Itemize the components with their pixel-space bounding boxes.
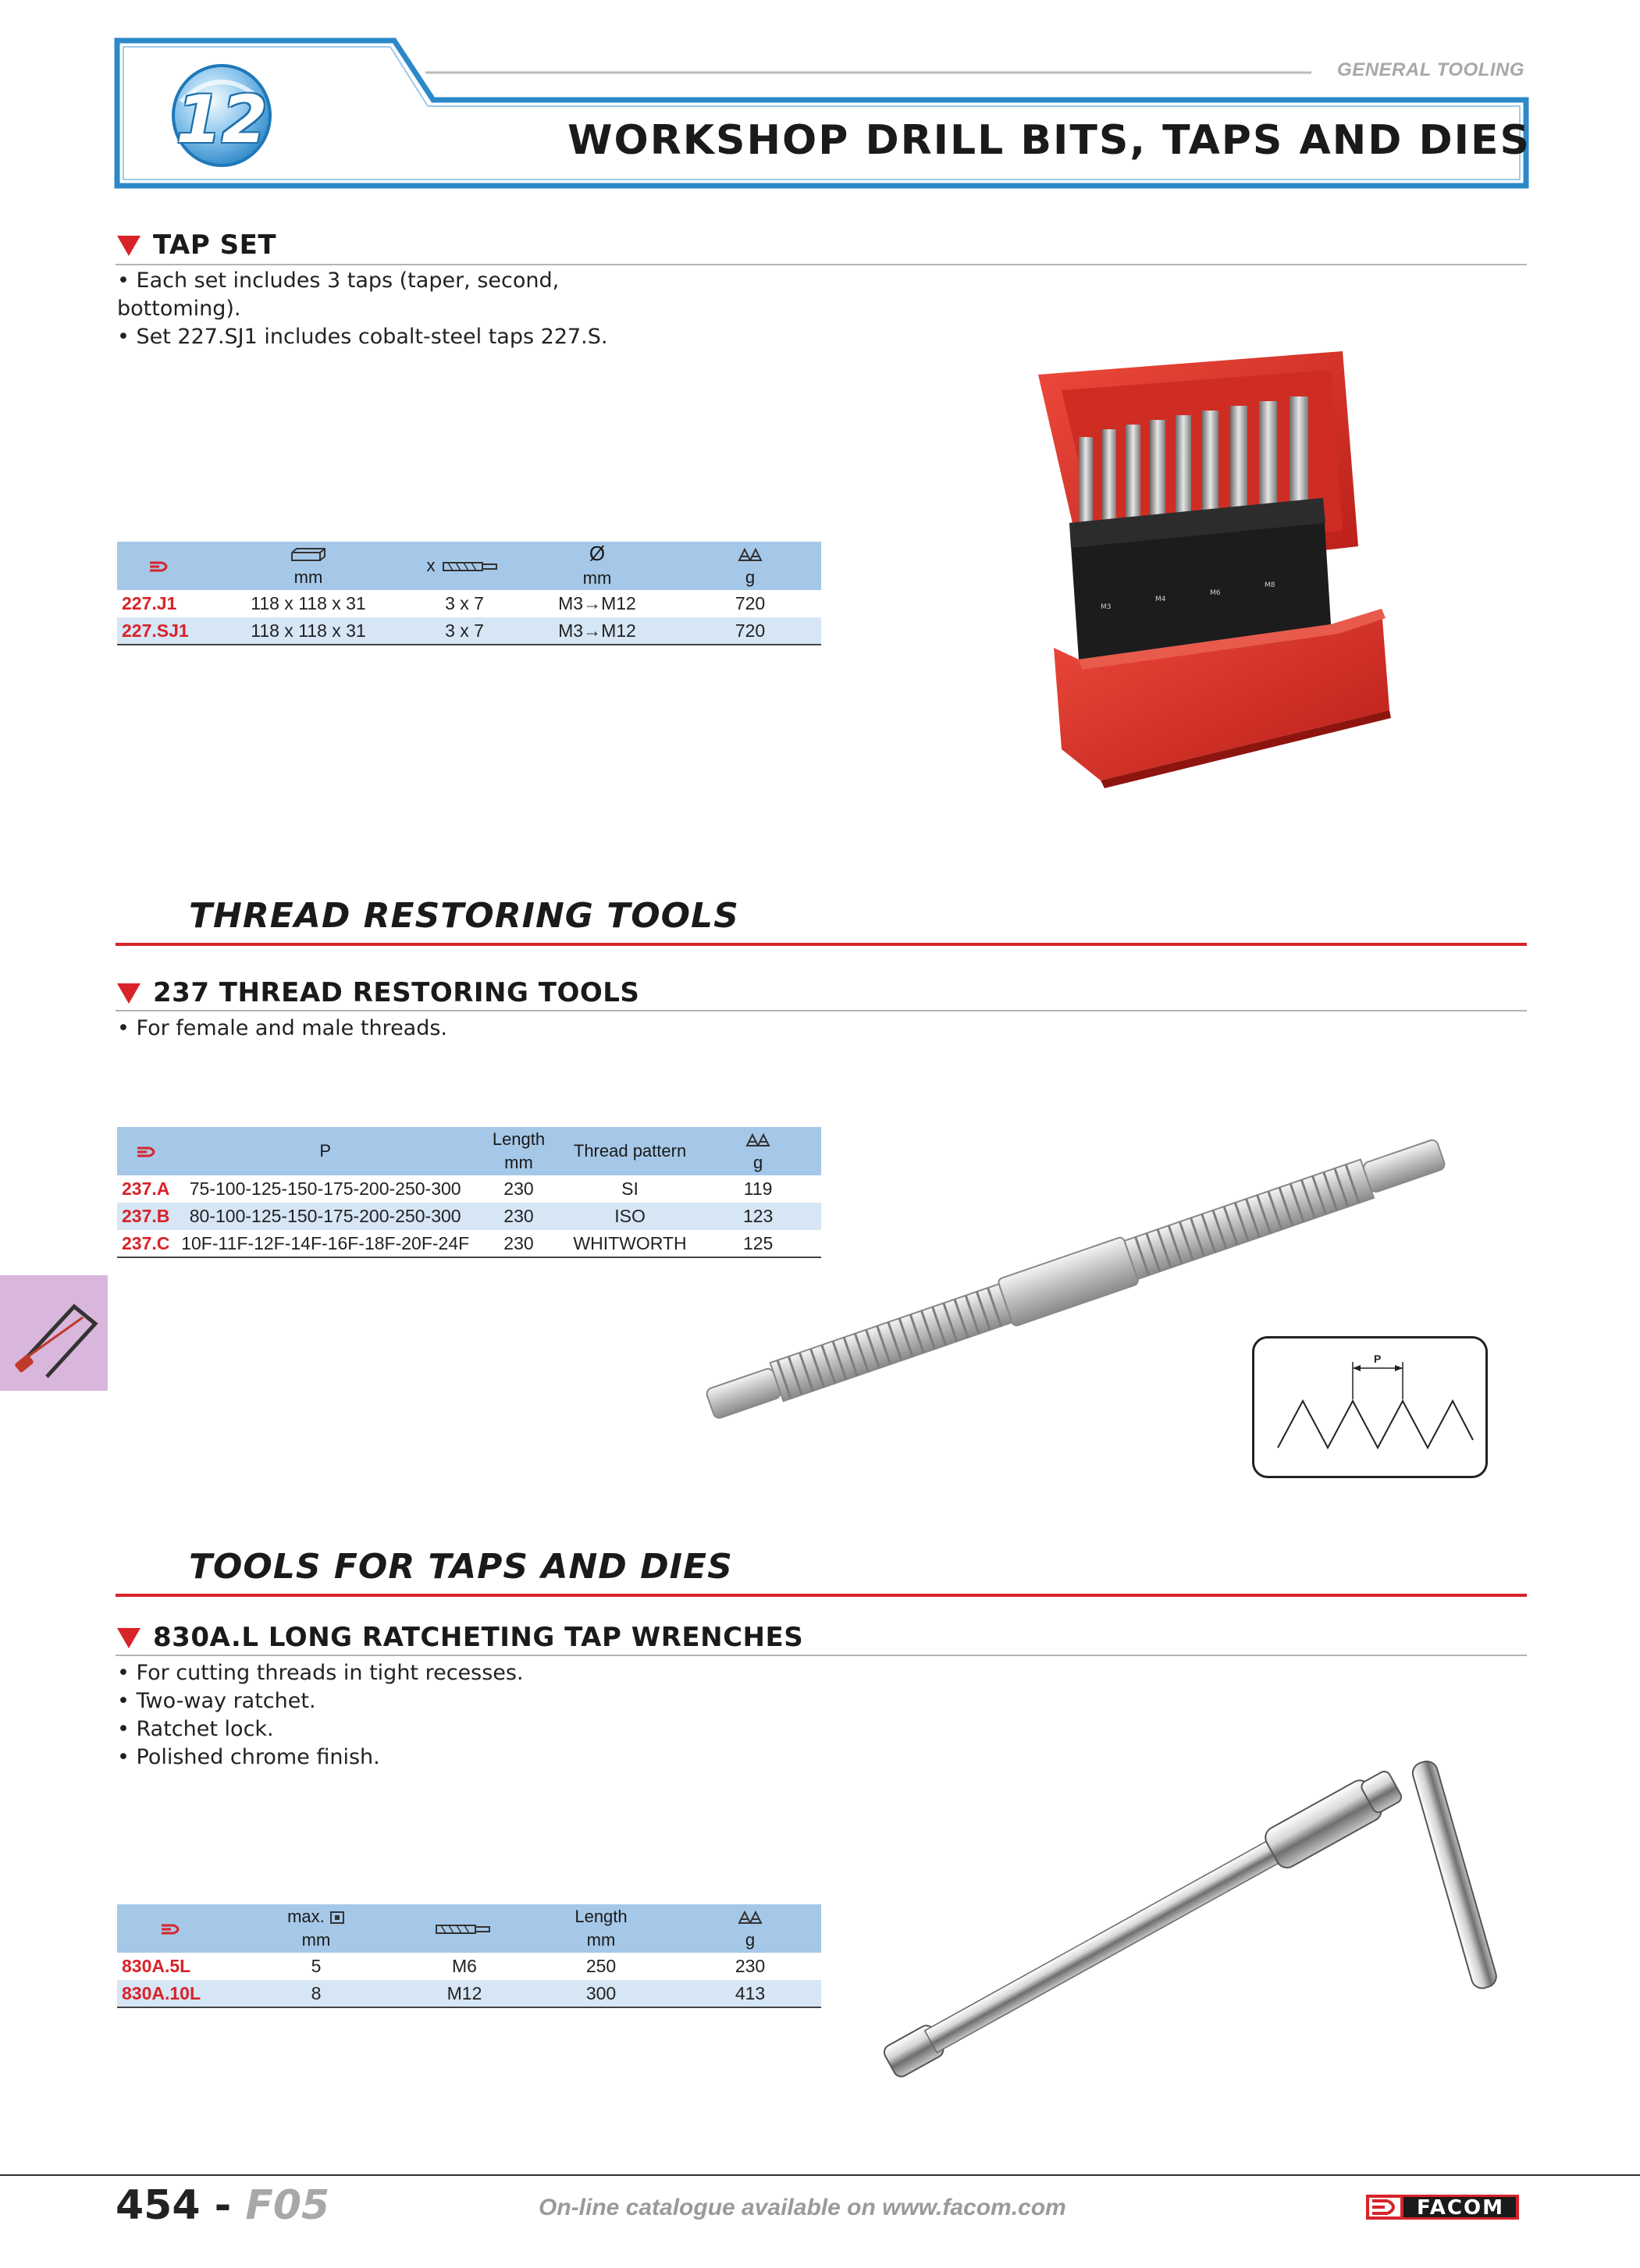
bullet-item: • Each set includes 3 taps (taper, second, (117, 268, 560, 293)
length-value: 230 (503, 1178, 534, 1199)
facom-logo-text: FACOM (1417, 2196, 1504, 2220)
weight-value: 413 (679, 1980, 821, 2007)
bullet-item: • For female and male threads. (117, 1016, 448, 1040)
svg-text:M8: M8 (1265, 581, 1275, 589)
bullet-item: • Polished chrome finish. (117, 1745, 380, 1769)
thread-profile-diagram (1254, 1338, 1485, 1476)
bullet-item: • For cutting threads in tight recesses. (117, 1661, 524, 1685)
thread-range-value: M3→M12 (558, 593, 636, 613)
tap-wrench-table (117, 1904, 821, 2008)
weight-column-header: g (695, 1127, 821, 1175)
bullet-item: • Ratchet lock. (117, 1717, 274, 1741)
pitch-value: 75-100-125-150-175-200-250-300 (189, 1178, 461, 1199)
weight-value: 230 (735, 1956, 766, 1976)
weight-column-header: g (679, 542, 821, 590)
footer-url-text[interactable]: On-line catalogue available on www.facom.com (539, 2195, 1066, 2220)
box-dimensions-value: 118 x 118 x 31 (251, 593, 366, 613)
bullet-item: bottoming). (117, 297, 241, 321)
thread-pattern-column-header: Thread pattern (565, 1127, 695, 1175)
box-dimensions-column-header: mm (203, 542, 414, 590)
product-reference[interactable]: 227.SJ1 (117, 617, 203, 645)
product-reference[interactable]: 237.C (117, 1230, 178, 1257)
quantity-column-header: x (414, 542, 515, 590)
thread-restoring-section-rule (116, 943, 1527, 946)
table-header-row (117, 542, 821, 590)
product-reference[interactable]: 227.J1 (122, 593, 177, 613)
reference-column-header (117, 542, 203, 590)
quantity-value: 3 x 7 (445, 593, 484, 613)
diameter-column-header: Ø mm (515, 542, 679, 590)
weight-column-header: g (679, 1904, 821, 1953)
triangle-marker-icon (117, 983, 141, 1004)
tap-wrench-title: 830A.L LONG RATCHETING TAP WRENCHES (153, 1622, 804, 1653)
thread-size-value: M12 (406, 1980, 523, 2007)
thread-pattern-value: ISO (565, 1203, 695, 1230)
reference-column-header (117, 1127, 178, 1175)
product-reference[interactable]: 237.B (117, 1203, 178, 1230)
table-row (117, 1953, 821, 1980)
weight-scale-icon (737, 546, 763, 563)
thread-restoring-title: 237 THREAD RESTORING TOOLS (153, 977, 640, 1008)
triangle-marker-icon (117, 236, 141, 256)
taps-dies-section-rule (116, 1594, 1527, 1597)
weight-value: 720 (735, 593, 766, 613)
table-header-row (117, 1904, 821, 1953)
product-reference[interactable]: 830A.10L (117, 1980, 226, 2007)
tap-wrench-rule (116, 1655, 1527, 1656)
tap-icon (440, 558, 503, 575)
max-capacity-value: 8 (226, 1980, 406, 2007)
thread-restoring-bullets (117, 1015, 447, 1043)
thread-restoring-heading (117, 977, 639, 1008)
length-column-header: Length mm (523, 1904, 679, 1953)
table-row (117, 590, 821, 617)
thread-pattern-value: WHITWORTH (565, 1230, 695, 1257)
weight-scale-icon (737, 1909, 763, 1926)
chapter-number: 12 (176, 81, 268, 158)
taps-dies-section-title: TOOLS FOR TAPS AND DIES (189, 1547, 733, 1587)
triangle-marker-icon (117, 1628, 141, 1648)
length-value: 300 (523, 1980, 679, 2007)
tap-set-title: TAP SET (153, 229, 277, 261)
svg-text:M4: M4 (1155, 595, 1166, 603)
quantity-value: 3 x 7 (414, 617, 515, 645)
facom-logo (1366, 2193, 1519, 2221)
pitch-value: 80-100-125-150-175-200-250-300 (178, 1203, 472, 1230)
chapter-side-tab[interactable] (0, 1275, 108, 1391)
length-value: 250 (585, 1956, 617, 1976)
square-drive-icon (329, 1911, 345, 1925)
thread-restoring-section-title: THREAD RESTORING TOOLS (189, 896, 739, 936)
facom-ref-icon (148, 560, 172, 573)
thread-pattern-value: SI (621, 1178, 639, 1199)
hacksaw-icon (0, 1275, 108, 1391)
length-value: 230 (472, 1230, 565, 1257)
max-capacity-value: 5 (311, 1956, 322, 1976)
length-column-header: Length mm (472, 1127, 565, 1175)
tap-set-heading (117, 229, 276, 261)
header-section-label: GENERAL TOOLING (1337, 59, 1524, 80)
weight-value: 125 (695, 1230, 821, 1257)
reference-column-header (117, 1904, 226, 1953)
bullet-item: • Set 227.SJ1 includes cobalt-steel taps 227.S. (117, 325, 608, 349)
tap-wrench-heading (117, 1622, 803, 1653)
diameter-icon: Ø (589, 542, 606, 565)
facom-ref-icon (136, 1146, 159, 1158)
thread-restoring-rule (116, 1010, 1527, 1011)
length-value: 230 (472, 1203, 565, 1230)
weight-value: 123 (695, 1203, 821, 1230)
pitch-label: P (1371, 1353, 1383, 1365)
tap-set-table (117, 542, 821, 645)
thread-size-column-header (406, 1904, 523, 1953)
page-number: 454 - F05 (116, 2182, 330, 2229)
weight-value: 720 (679, 617, 821, 645)
box-dimensions-value: 118 x 118 x 31 (203, 617, 414, 645)
bullet-item: • Two-way ratchet. (117, 1689, 316, 1713)
tap-wrench-product-image (859, 1709, 1546, 2092)
max-capacity-column-header: max. mm (226, 1904, 406, 1953)
tap-set-product-image (1030, 343, 1405, 788)
table-row (117, 1980, 821, 2007)
table-row (117, 617, 821, 645)
facom-ref-icon (160, 1923, 183, 1936)
product-reference[interactable]: 237.A (122, 1178, 170, 1199)
tap-wrench-bullets (117, 1659, 524, 1772)
svg-text:M3: M3 (1101, 603, 1112, 611)
product-reference[interactable]: 830A.5L (122, 1956, 191, 1976)
box-dimensions-icon (289, 546, 328, 563)
tap-icon (433, 1921, 496, 1938)
svg-text:M6: M6 (1210, 589, 1221, 597)
thread-range-value: M3→M12 (515, 617, 679, 645)
pitch-column-header: P (178, 1127, 472, 1175)
page-title: WORKSHOP DRILL BITS, TAPS AND DIES (567, 117, 1531, 164)
tap-set-rule (116, 264, 1527, 265)
footer-rule (0, 2174, 1640, 2176)
page-code: F05 (245, 2182, 330, 2229)
tap-set-bullets (117, 267, 607, 351)
pitch-diagram (1252, 1336, 1488, 1478)
pitch-value: 10F-11F-12F-14F-16F-18F-20F-24F (178, 1230, 472, 1257)
thread-size-value: M6 (452, 1956, 477, 1976)
weight-value: 119 (743, 1178, 773, 1199)
